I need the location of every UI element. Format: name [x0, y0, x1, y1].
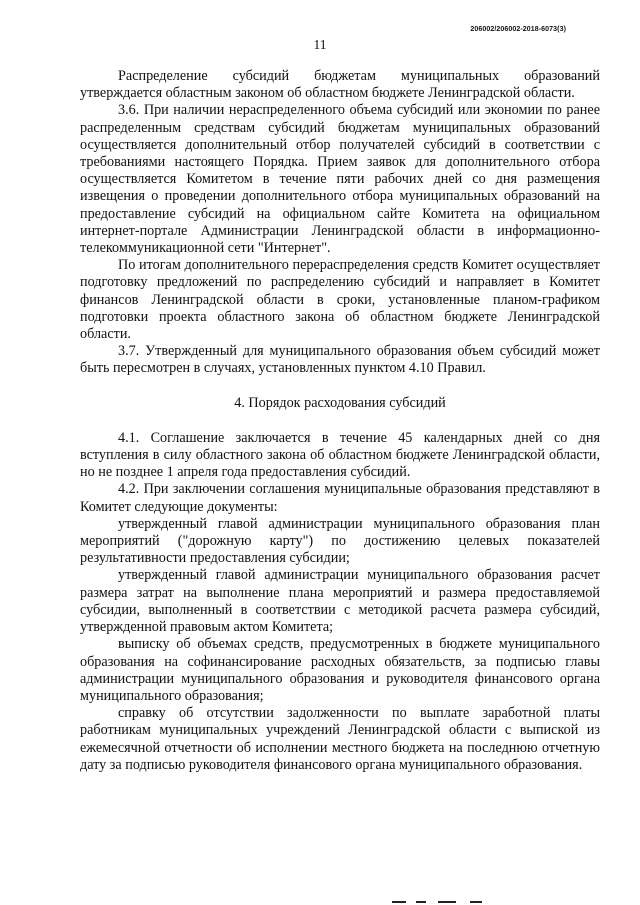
scan-edge-marks: [0, 897, 640, 903]
paragraph-3-7: 3.7. Утвержденный для муниципального образования объем субсидий может быть пересмотрен в случаях, установленных пунктом 4.10 Правил.: [80, 343, 600, 377]
document-registration-number: 206002/206002-2018-6073(3): [470, 26, 566, 33]
paragraph-subsidy-distribution: Распределение субсидий бюджетам муниципальных образований утверждается областным законом об областном бюджете Ленинградской области.: [80, 68, 600, 102]
list-item-roadmap: утвержденный главой администрации муниципального образования план мероприятий ("дорожную карту") по достижению целевых показателей результативности предоставления субсидии;: [80, 515, 600, 567]
section-4-heading: 4. Порядок расходования субсидий: [234, 394, 446, 411]
list-item-cost-calculation: утвержденный главой администрации муниципального образования расчет размера затрат на выполнение плана мероприятий и размера предоставляемой субсидии, выполненный в соответствии с методикой расчета размера субсидий, утвержденной правовым актом Комитета;: [80, 567, 600, 636]
list-item-budget-extract: выписку об объемах средств, предусмотренных в бюджете муниципального образования на софинансирование расходных обязательств, за подписью главы администрации муниципального образования и руководителя финансового органа муниципального образования;: [80, 636, 600, 704]
paragraph-4-2: 4.2. При заключении соглашения муниципальные образования представляют в Комитет следующие документы:: [80, 481, 600, 515]
list-item-salary-debt-certificate: справку об отсутствии задолженности по выплате заработной платы работникам муниципальных учреждений Ленинградской области с выпиской из ежемесячной отчетности об исполнении местного бюджета на последнюю отчетную дату за подписью руководителя финансового органа муниципального образования.: [80, 705, 600, 773]
paragraph-redistribution: По итогам дополнительного перераспределения средств Комитет осуществляет подготовку предложений по распределению субсидий и направляет в Комитет финансов Ленинградской области в сроки, установленные планом-графиком подготовки проекта областного закона об областном бюджете Ленинградской области.: [80, 257, 600, 343]
page-number: 11: [313, 37, 327, 52]
paragraph-4-1: 4.1. Соглашение заключается в течение 45 календарных дней со дня вступления в силу областного закона об областном бюджете Ленинградской области, но не позднее 1 апреля года предоставления субсидий.: [80, 429, 600, 481]
document-body: [80, 68, 600, 774]
paragraph-3-6: 3.6. При наличии нераспределенного объема субсидий или экономии по ранее распределенным средствам субсидий бюджетам муниципальных образований осуществляется дополнительный отбор получателей субсидий в соответствии с требованиями настоящего Порядка. Прием заявок для дополнительного отбора осуществляется Комитетом в течение пяти рабочих дней со дня размещения извещения о проведении дополнительного отбора муниципальных образований на предоставление субсидий на официальном сайте Комитета на официальном интернет-портале Администрации Ленинградской области в информационно-телекоммуникационной сети "Интернет".: [80, 102, 600, 257]
